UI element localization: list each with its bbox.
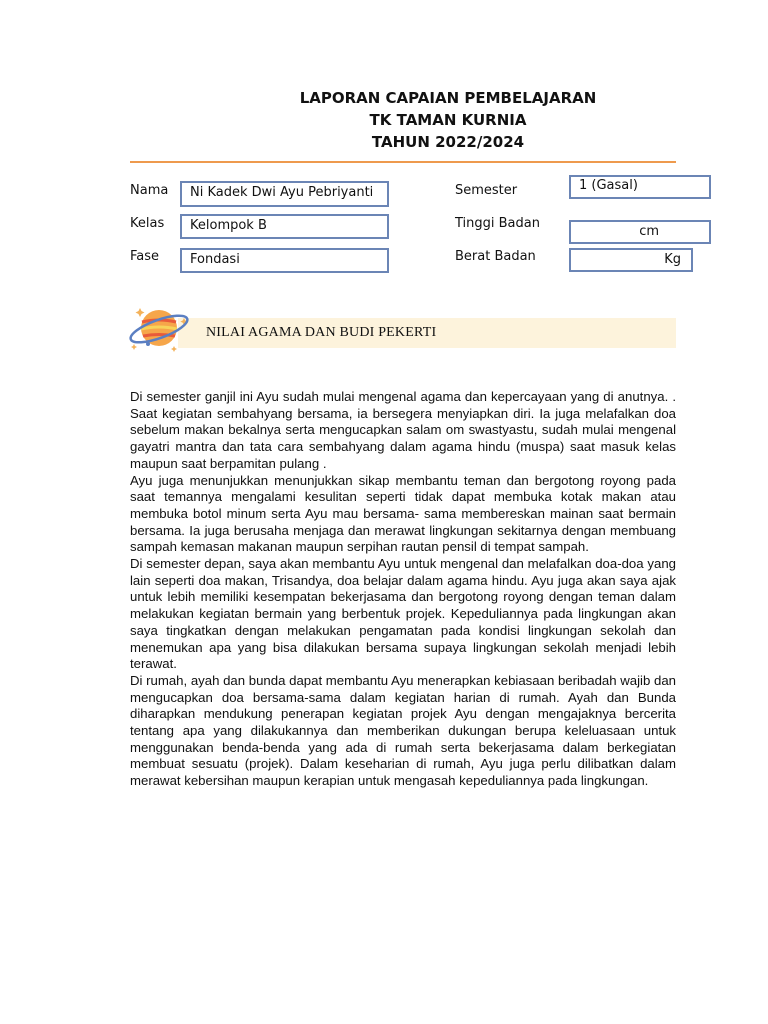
nama-label: Nama <box>130 183 169 198</box>
tinggi-unit: cm <box>639 224 659 239</box>
planet-icon <box>126 298 192 358</box>
paragraph: Di semester depan, saya akan membantu Ayu untuk mengenal dan melafalkan doa-doa yang lain seperti doa makan, Trisandya, doa belajar dalam agama hindu. Ayu juga akan saya ajak untuk lebih memiliki kesempatan bekerjasama dan bergotong royong dengan teman dalam melakukan kegiatan bermain yang berbentuk projek. Kepeduliannya pada lingkungan akan saya tingkatkan dengan melakukan pengamatan pada kondisi lingkungan sekolah dan menemukan apa yang bisa dilakukan bersama supaya lingkungan sekolah menjadi lebih terawat. <box>130 556 676 672</box>
tinggi-badan-field[interactable] <box>569 220 711 244</box>
school-name: TK TAMAN KURNIA <box>369 111 527 129</box>
berat-unit: Kg <box>664 252 681 267</box>
paragraph: Ayu juga menunjukkan menunjukkan sikap membantu teman dan bergotong royong pada saat temannya mengalami kesulitan seperti tidak dapat membuka kotak makan atau membuka botol minum serta Ayu mau bersama- sama membereskan mainan saat bermain bersama. Ia juga berusaha menjaga dan merawat lingkungan sekitarnya dengan membuang sampah kemasan makanan maupun serpihan rautan pensil di tempat sampah. <box>130 472 676 555</box>
berat-badan-label: Berat Badan <box>455 249 536 264</box>
semester-field[interactable]: 1 (Gasal) <box>569 175 711 199</box>
kelas-label: Kelas <box>130 216 165 231</box>
academic-year: TAHUN 2022/2024 <box>371 133 525 151</box>
fase-label: Fase <box>130 249 160 264</box>
tinggi-badan-label: Tinggi Badan <box>455 216 540 231</box>
header-divider <box>130 161 676 163</box>
report-title: LAPORAN CAPAIAN PEMBELAJARAN <box>299 89 597 107</box>
semester-label: Semester <box>455 183 518 198</box>
paragraph: Di semester ganjil ini Ayu sudah mulai mengenal agama dan kepercayaan yang di anutnya. . Saat kegiatan sembahyang bersama, ia bersegera menyiapkan diri. Ia juga melafalkan doa sebelum makan bekalnya serta mengucapkan salam om swastyastu, sudah mulai mengenal gayatri mantra dan tata cara sembahyang dalam agama hindu (muspa) saat masuk kelas maupun saat berpamitan pulang . <box>130 389 676 471</box>
paragraph: Di rumah, ayah dan bunda dapat membantu Ayu menerapkan kebiasaan beribadah wajib dan mengucapkan doa bersama-sama dalam kegiatan harian di rumah. Ayah dan Bunda diharapkan mendukung penerapan kegiatan projek Ayu dengan mengajaknya bercerita tentang apa yang dilakukannya dan memberikan dukungan berupa keleluasaan untuk menggunakan benda-benda yang ada di rumah serta bekerjasama dalam berkegiatan membuat sesuatu (projek). Dalam keseharian di rumah, Ayu juga perlu dilibatkan dalam merawat kebersihan maupun kerapian untuk mengasah kepeduliannya pada lingkungan. <box>130 672 676 789</box>
berat-badan-field[interactable] <box>569 248 693 272</box>
section-title: NILAI AGAMA DAN BUDI PEKERTI <box>206 325 437 340</box>
fase-field[interactable]: Fondasi <box>180 248 389 273</box>
narrative-text <box>130 389 676 790</box>
nama-field[interactable]: Ni Kadek Dwi Ayu Pebriyanti <box>180 181 389 207</box>
kelas-field[interactable]: Kelompok B <box>180 214 389 239</box>
